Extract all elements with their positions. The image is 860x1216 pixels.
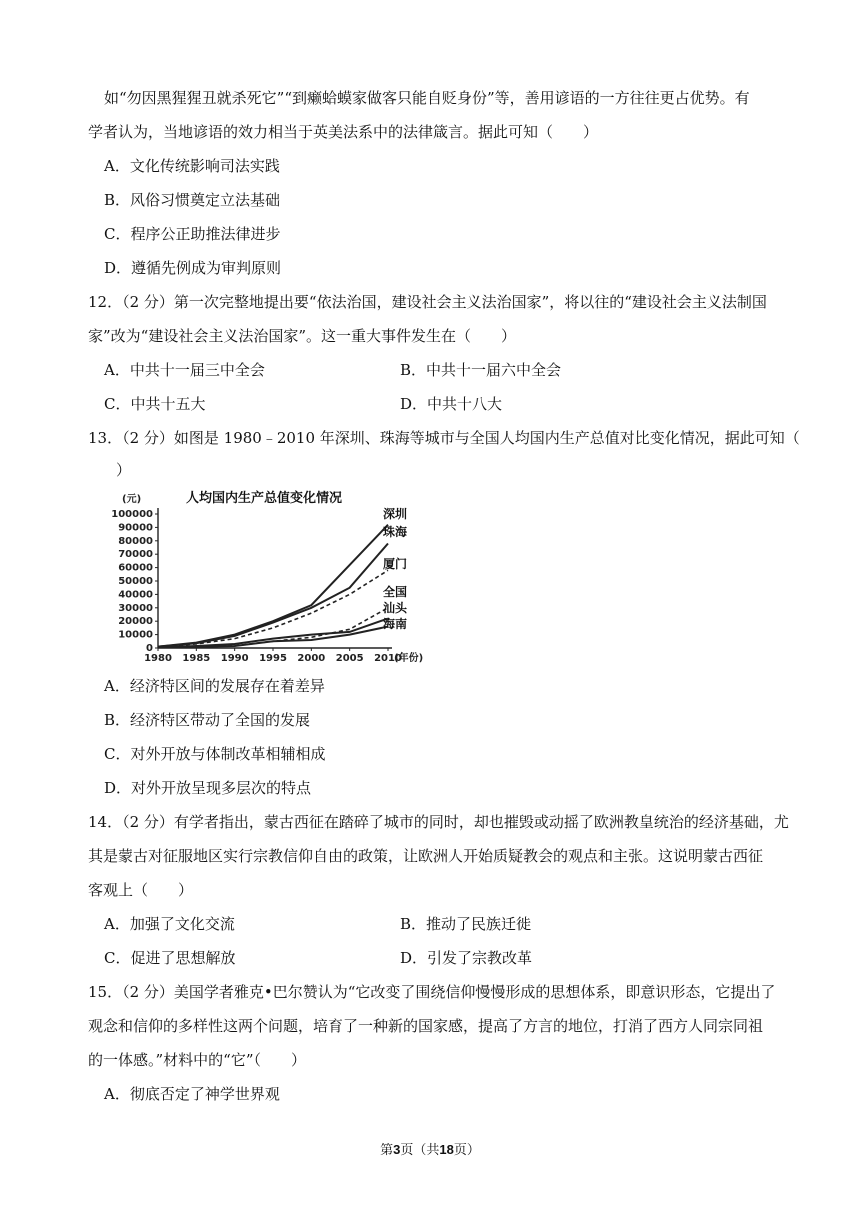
chart-title: 人均国内生产总值变化情况 bbox=[186, 491, 343, 506]
q14-option-a[interactable]: A．加强了文化交流 bbox=[104, 915, 235, 933]
q15-stem-line1: 15．（2 分）美国学者雅克•巴尔赞认为“它改变了围绕信仰慢慢形成的思想体系，即意识形态，它提出了 bbox=[88, 983, 776, 1001]
footer-middle: 页（共 bbox=[400, 1143, 440, 1158]
footer-prefix: 第 bbox=[380, 1143, 394, 1158]
y-tick-label: 10000 bbox=[118, 629, 153, 641]
x-tick-label: 1980 bbox=[144, 653, 172, 664]
y-tick-label: 30000 bbox=[118, 602, 153, 614]
y-tick-label: 0 bbox=[146, 643, 153, 654]
q14-option-c[interactable]: C．促进了思想解放 bbox=[104, 949, 236, 967]
footer-suffix: 页） bbox=[453, 1143, 480, 1158]
footer-total-pages: 18 bbox=[439, 1142, 454, 1157]
x-tick-label: 1985 bbox=[182, 653, 211, 664]
footer-page-number: 3 bbox=[393, 1142, 401, 1157]
q11-option-d[interactable]: D．遵循先例成为审判原则 bbox=[104, 259, 282, 277]
y-tick-label: 90000 bbox=[118, 522, 153, 534]
q11-stem-line1: 如“勿因黑猩猩丑就杀死它”“到癞蛤蟆家做客只能自贬身份”等，善用谚语的一方往往更占优势。有 bbox=[104, 89, 750, 107]
series-line bbox=[158, 525, 388, 647]
q14-stem-line3: 客观上（ ） bbox=[88, 881, 194, 899]
series-label: 汕头 bbox=[383, 601, 408, 615]
q11-option-b[interactable]: B．风俗习惯奠定立法基础 bbox=[104, 191, 281, 209]
q13-stem-line2: ） bbox=[116, 461, 132, 479]
y-axis-label: (元) bbox=[122, 494, 142, 505]
series-label: 珠海 bbox=[383, 525, 408, 539]
page-footer bbox=[0, 1141, 860, 1160]
q12-option-d[interactable]: D．中共十八大 bbox=[400, 395, 503, 413]
y-tick-label: 20000 bbox=[118, 616, 153, 628]
x-tick-label: 2010 bbox=[374, 653, 402, 664]
q12-stem-line2: 家”改为“建设社会主义法治国家”。这一重大事件发生在（ ） bbox=[88, 327, 517, 345]
x-tick-label: 2005 bbox=[335, 653, 364, 664]
series-label: 深圳 bbox=[383, 507, 408, 521]
q14-option-b[interactable]: B．推动了民族迁徙 bbox=[400, 915, 532, 933]
y-tick-label: 40000 bbox=[118, 589, 153, 601]
y-tick-label: 100000 bbox=[111, 509, 153, 520]
y-tick-label: 80000 bbox=[118, 535, 153, 547]
q13-option-d[interactable]: D．对外开放呈现多层次的特点 bbox=[104, 779, 312, 797]
y-tick-label: 50000 bbox=[118, 576, 153, 587]
q14-option-d[interactable]: D．引发了宗教改革 bbox=[400, 949, 533, 967]
q12-option-c[interactable]: C．中共十五大 bbox=[104, 395, 206, 413]
series-label: 厦门 bbox=[383, 557, 408, 571]
q14-stem-line2: 其是蒙古对征服地区实行宗教信仰自由的政策，让欧洲人开始质疑教会的观点和主张。这说明蒙古西征 bbox=[88, 847, 764, 865]
q13-option-b[interactable]: B．经济特区带动了全国的发展 bbox=[104, 711, 311, 729]
q12-option-a[interactable]: A．中共十一届三中全会 bbox=[104, 361, 265, 379]
q15-option-a[interactable]: A．彻底否定了神学世界观 bbox=[104, 1085, 280, 1103]
q14-stem-line1: 14．（2 分）有学者指出，蒙古西征在踏碎了城市的同时，却也摧毁或动摇了欧洲教皇统治的经济基础，尤 bbox=[88, 813, 789, 831]
x-axis-label: (年份) bbox=[394, 653, 424, 664]
q11-option-a[interactable]: A．文化传统影响司法实践 bbox=[104, 157, 280, 175]
q12-option-b[interactable]: B．中共十一届六中全会 bbox=[400, 361, 562, 379]
q11-option-c[interactable]: C．程序公正助推法律进步 bbox=[104, 225, 281, 243]
x-tick-label: 1990 bbox=[220, 653, 249, 664]
series-label: 海南 bbox=[383, 617, 408, 631]
y-tick-label: 70000 bbox=[118, 549, 153, 561]
q15-stem-line3: 的一体感。”材料中的“它”（ ） bbox=[88, 1051, 307, 1069]
y-tick-label: 60000 bbox=[118, 562, 153, 574]
gdp-per-capita-chart bbox=[96, 488, 446, 666]
series-label: 全国 bbox=[383, 585, 408, 599]
x-tick-label: 1995 bbox=[259, 653, 287, 664]
q13-option-a[interactable]: A．经济特区间的发展存在着差异 bbox=[104, 677, 325, 695]
q11-stem-line2: 学者认为，当地谚语的效力相当于英美法系中的法律箴言。据此可知（ ） bbox=[88, 123, 599, 141]
q12-stem-line1: 12．（2 分）第一次完整地提出要“依法治国，建设社会主义法治国家”，将以往的“建设社会主义法制国 bbox=[88, 293, 767, 311]
q13-option-c[interactable]: C．对外开放与体制改革相辅相成 bbox=[104, 745, 326, 763]
x-tick-label: 2000 bbox=[297, 653, 326, 664]
q15-stem-line2: 观念和信仰的多样性这两个问题，培育了一种新的国家感，提高了方言的地位，打消了西方人同宗同祖 bbox=[88, 1017, 764, 1035]
q13-stem-line1: 13．（2 分）如图是 1980﹣2010 年深圳、珠海等城市与全国人均国内生产总值对比变化情况，据此可知（ bbox=[88, 429, 800, 447]
